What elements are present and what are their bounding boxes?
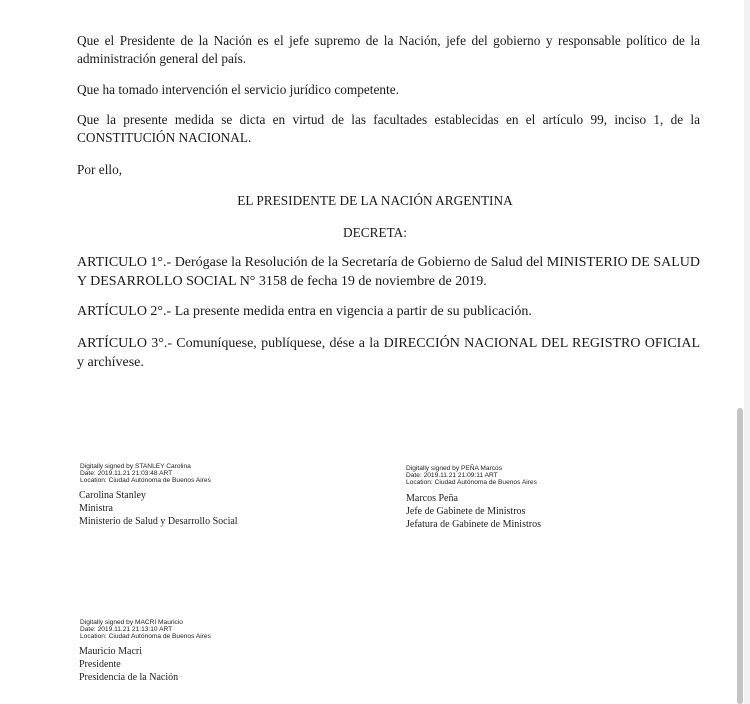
stamp-location: Location: Ciudad Autónoma de Buenos Aires bbox=[80, 633, 211, 640]
signatory-role: Jefe de Gabinete de Ministros bbox=[406, 506, 526, 517]
article-1: ARTICULO 1°.- Derógase la Resolución de la Secretaría de Gobierno de Salud del MINISTERIO DE SALUD Y DESARROLLO SOCIAL N° 3158 de fecha 19 de noviembre de 2019. bbox=[77, 255, 700, 289]
signatory-office: Jefatura de Gabinete de Ministros bbox=[406, 519, 541, 530]
article-3: ARTÍCULO 3°.- Comuníquese, publíquese, dése a la DIRECCIÓN NACIONAL DEL REGISTRO OFICIAL y archívese. bbox=[77, 336, 700, 370]
stamp-date: Date: 2019.11.21 21:13:10 ART bbox=[80, 626, 173, 633]
signatory-office: Presidencia de la Nación bbox=[79, 672, 179, 683]
signature-stamp-macri bbox=[80, 619, 211, 640]
stamp-signed-by: Digitally signed by STANLEY Carolina bbox=[80, 463, 191, 470]
signatory-stanley bbox=[79, 489, 238, 528]
decreta-label: DECRETA: bbox=[343, 225, 407, 240]
signatory-pena bbox=[406, 492, 541, 531]
stamp-date: Date: 2019.11.21 21:09:11 ART bbox=[406, 472, 498, 479]
signatory-office: Ministerio de Salud y Desarrollo Social bbox=[79, 516, 238, 527]
stamp-location: Location: Ciudad Autónoma de Buenos Aires bbox=[80, 477, 211, 484]
scroll-track bbox=[744, 0, 750, 704]
paragraph-constitution: Que la presente medida se dicta en virtud de las facultades establecidas en el artículo 99, inciso 1, de la CONSTITUCIÓN NACIONAL. bbox=[77, 112, 700, 145]
signatory-role: Presidente bbox=[79, 659, 121, 670]
scrollbar-thumb[interactable] bbox=[737, 408, 743, 704]
decree-heading: EL PRESIDENTE DE LA NACIÓN ARGENTINA bbox=[237, 193, 513, 208]
signatory-name: Marcos Peña bbox=[406, 493, 458, 504]
signature-stamp-stanley bbox=[80, 463, 211, 484]
stamp-signed-by: Digitally signed by PEÑA Marcos bbox=[406, 465, 503, 472]
signature-stamp-pena bbox=[406, 465, 537, 486]
article-2: ARTÍCULO 2°.- La presente medida entra en vigencia a partir de su publicación. bbox=[77, 304, 532, 319]
paragraph-por-ello: Por ello, bbox=[77, 162, 123, 177]
paragraph-president: Que el Presidente de la Nación es el jefe supremo de la Nación, jefe del gobierno y responsable político de la administración general del país. bbox=[77, 33, 700, 66]
signatory-name: Mauricio Macri bbox=[79, 646, 143, 657]
signatory-role: Ministra bbox=[79, 503, 113, 514]
stamp-date: Date: 2019.11.21 21:03:48 ART bbox=[80, 470, 173, 477]
stamp-signed-by: Digitally signed by MACRI Mauricio bbox=[80, 619, 183, 626]
paragraph-legal-service: Que ha tomado intervención el servicio jurídico competente. bbox=[77, 82, 399, 97]
stamp-location: Location: Ciudad Autónoma de Buenos Aires bbox=[406, 479, 537, 486]
signatory-macri bbox=[79, 645, 178, 684]
signatory-name: Carolina Stanley bbox=[79, 490, 146, 501]
